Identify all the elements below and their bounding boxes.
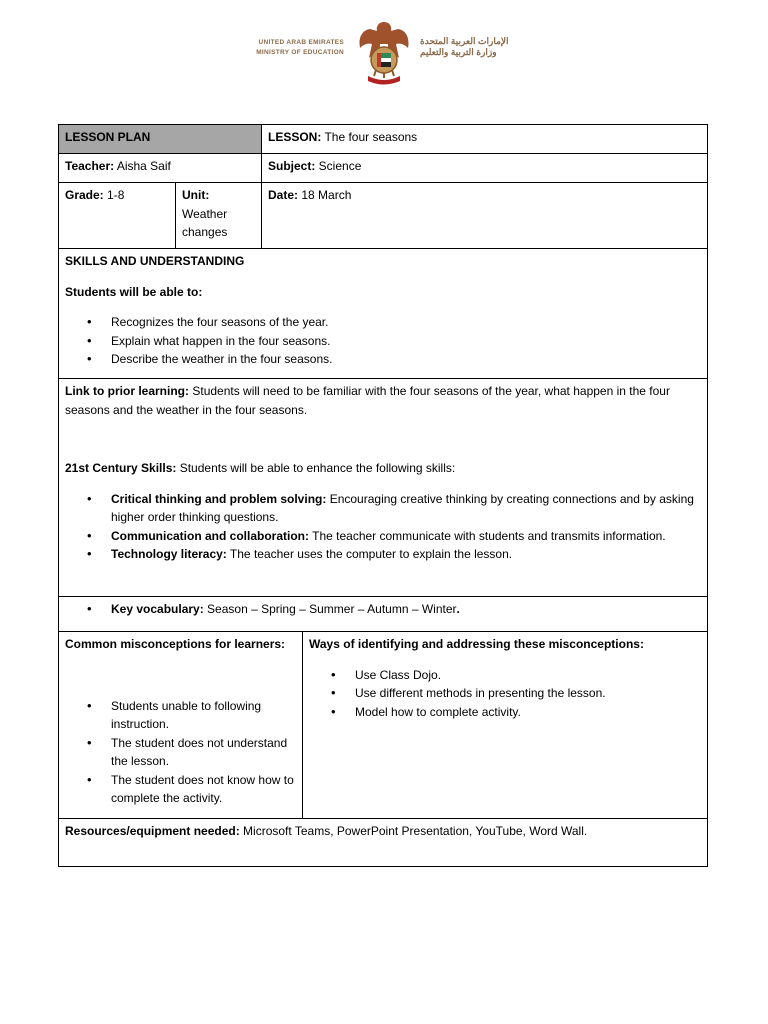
resources-cell [59, 819, 708, 867]
skills-heading: SKILLS AND UNDERSTANDING [65, 254, 245, 268]
list-item: • The student does not understand the lesson. [111, 734, 296, 771]
skills-intro: Students will be able to: [65, 284, 203, 299]
list-item: • Recognizes the four seasons of the year. [111, 313, 701, 332]
subject-cell [262, 154, 708, 183]
unit-label: Unit: [182, 188, 210, 202]
teacher-label: Teacher: [65, 159, 115, 173]
skill-label: Critical thinking and problem solving: [111, 491, 327, 506]
misconceptions-cell [59, 632, 303, 819]
list-item: • Use Class Dojo. [355, 666, 701, 685]
date-label: Date: [268, 188, 299, 202]
header-arabic-line: الإمارات العربية المتحدة [420, 36, 509, 46]
date-value: 18 March [298, 188, 352, 202]
lesson-value: The four seasons [321, 130, 418, 144]
vocab-label: Key vocabulary: [111, 602, 204, 616]
addressing-cell [303, 632, 708, 819]
list-item: • Describe the weather in the four seasons. [111, 350, 701, 369]
list-item: • Model how to complete activity. [355, 703, 701, 722]
list-item: • Use different methods in presenting the lesson. [355, 684, 701, 703]
grade-label: Grade: [65, 188, 104, 202]
century-list [65, 490, 701, 564]
lesson-cell [262, 125, 708, 154]
vocab-text: Season – Spring – Summer – Autumn – Winter [203, 602, 457, 616]
lesson-plan-cell [59, 125, 262, 154]
addressing-heading: Ways of identifying and addressing these misconceptions: [309, 637, 644, 651]
skill-text: The teacher communicate with students and transmits information. [309, 528, 666, 543]
date-cell [262, 183, 708, 249]
header-english-line: UNITED ARAB EMIRATES [258, 39, 344, 46]
prior-label: Link to prior learning: [65, 384, 190, 398]
unit-cell [176, 183, 262, 249]
century-text: Students will be able to enhance the following skills: [176, 461, 456, 475]
addressing-list [309, 666, 701, 722]
header-arabic-line: وزارة التربية والتعليم [420, 47, 497, 57]
skill-label: Communication and collaboration: [111, 528, 310, 543]
skill-text: The teacher uses the computer to explain the lesson. [226, 547, 513, 561]
skills-list [65, 313, 701, 369]
skill-text: Encouraging creative thinking by creating connections and by asking higher order thinking questions. [111, 491, 694, 524]
teacher-cell [59, 154, 262, 183]
unit-value-line: Weather [182, 206, 228, 221]
skill-label: Technology literacy: [111, 547, 227, 561]
vocabulary-cell [59, 597, 708, 632]
teacher-value: Aisha Saif [114, 159, 171, 173]
header-arabic [420, 36, 524, 58]
resources-text: Microsoft Teams, PowerPoint Presentation, YouTube, Word Wall. [239, 824, 588, 838]
vocab-end: . [456, 602, 460, 616]
misconceptions-list [65, 697, 296, 808]
list-item [111, 545, 701, 564]
misconceptions-heading: Common misconceptions for learners: [65, 637, 286, 651]
list-item: • Students unable to following instruction. [111, 697, 296, 734]
list-item: • The student does not know how to complete the activity. [111, 771, 296, 808]
ministry-header [240, 14, 530, 90]
grade-cell [59, 183, 176, 249]
grade-value: 1-8 [103, 188, 125, 202]
list-item [111, 490, 701, 527]
century-label: 21st Century Skills: [65, 461, 177, 475]
skills-cell [59, 249, 708, 379]
subject-value: Science [315, 159, 362, 173]
resources-label: Resources/equipment needed: [65, 824, 240, 838]
list-item: • Explain what happen in the four seasons. [111, 332, 701, 351]
prior-text: Students will need to be familiar with the four seasons of the year, what happen in the four seasons and the weather in the four seasons. [65, 384, 670, 417]
header-english-line: MINISTRY OF EDUCATION [256, 49, 344, 56]
lesson-plan-label: LESSON PLAN [65, 130, 151, 144]
list-item [111, 527, 701, 546]
list-item [111, 600, 701, 619]
lesson-label: LESSON: [268, 130, 322, 144]
vocabulary-list [65, 600, 701, 619]
unit-value-line: changes [182, 225, 228, 239]
header-english [248, 38, 344, 58]
uae-emblem-icon [356, 18, 412, 88]
prior-learning-cell [59, 379, 708, 597]
subject-label: Subject: [268, 159, 316, 173]
lesson-plan-table [58, 124, 708, 867]
